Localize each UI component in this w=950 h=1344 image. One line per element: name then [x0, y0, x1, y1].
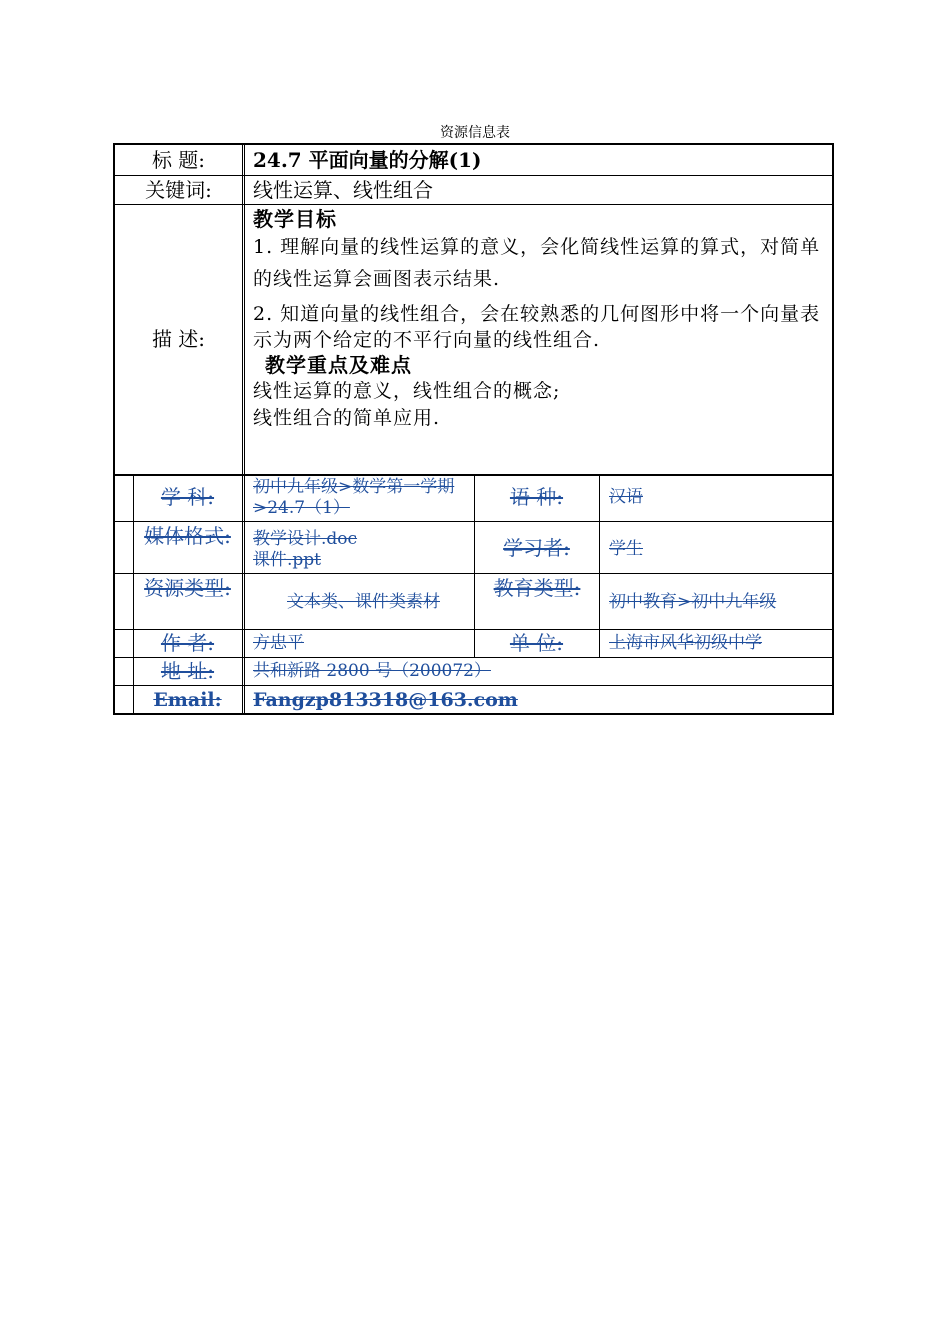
author-value: 方忠平 [253, 633, 304, 653]
description-label: 描 述: [151, 327, 206, 351]
format-label: 媒体格式: [144, 524, 231, 548]
key-heading: 教学重点及难点 [265, 353, 412, 377]
key-item-1: 线性运算的意义，线性组合的概念; [253, 380, 561, 402]
title-value: 24.7 平面向量的分解(1) [253, 148, 482, 172]
goal-item-1: 1. 理解向量的线性运算的意义，会化简线性运算的算式，对简单的线性运算会画图表示结果. [253, 236, 821, 290]
description-content [253, 207, 831, 431]
goal-item-2: 2. 知道向量的线性组合，会在较熟悉的几何图形中将一个向量表示为两个给定的不平行向量的线性组合. [253, 303, 821, 351]
format-value-ppt: 课件.ppt [253, 550, 321, 570]
edu-type-label: 教育类型: [493, 576, 581, 600]
edu-type-value: 初中教育>初中九年级 [609, 592, 777, 612]
format-value [253, 529, 471, 571]
key-item-2: 线性组合的简单应用. [253, 407, 441, 429]
title-label: 标 题: [151, 148, 206, 172]
email-value[interactable]: Fangzp813318@163.com [253, 689, 518, 711]
language-value: 汉语 [609, 487, 643, 507]
row-divider [115, 657, 832, 658]
subject-value: 初中九年级>数学第一学期>24.7（1） [253, 477, 455, 518]
unit-label: 单 位: [509, 631, 564, 655]
row-divider [115, 685, 832, 686]
unit-value: 上海市风华初级中学 [609, 633, 762, 653]
column-divider [242, 145, 245, 715]
email-label: Email: [153, 689, 222, 711]
table-caption: 资源信息表 [440, 125, 510, 141]
column-divider [599, 474, 600, 657]
address-label: 地 址: [160, 659, 215, 683]
author-label: 作 者: [160, 631, 215, 655]
language-label: 语 种: [509, 485, 564, 509]
resource-type-value: 文本类、课件类素材 [287, 592, 440, 612]
row-divider [115, 204, 832, 205]
keywords-label: 关键词: [145, 178, 212, 202]
row-divider [115, 175, 832, 176]
format-value-doc: 教学设计.doc [253, 529, 358, 549]
keywords-value: 线性运算、线性组合 [253, 178, 433, 202]
resource-info-table [113, 143, 834, 715]
subject-label: 学 科: [160, 485, 215, 509]
learner-label: 学习者: [503, 536, 570, 560]
learner-value: 学生 [609, 539, 643, 559]
resource-type-label: 资源类型: [144, 576, 231, 600]
goal-heading: 教学目标 [253, 207, 337, 231]
address-value: 共和新路 2800 号（200072） [253, 661, 491, 681]
